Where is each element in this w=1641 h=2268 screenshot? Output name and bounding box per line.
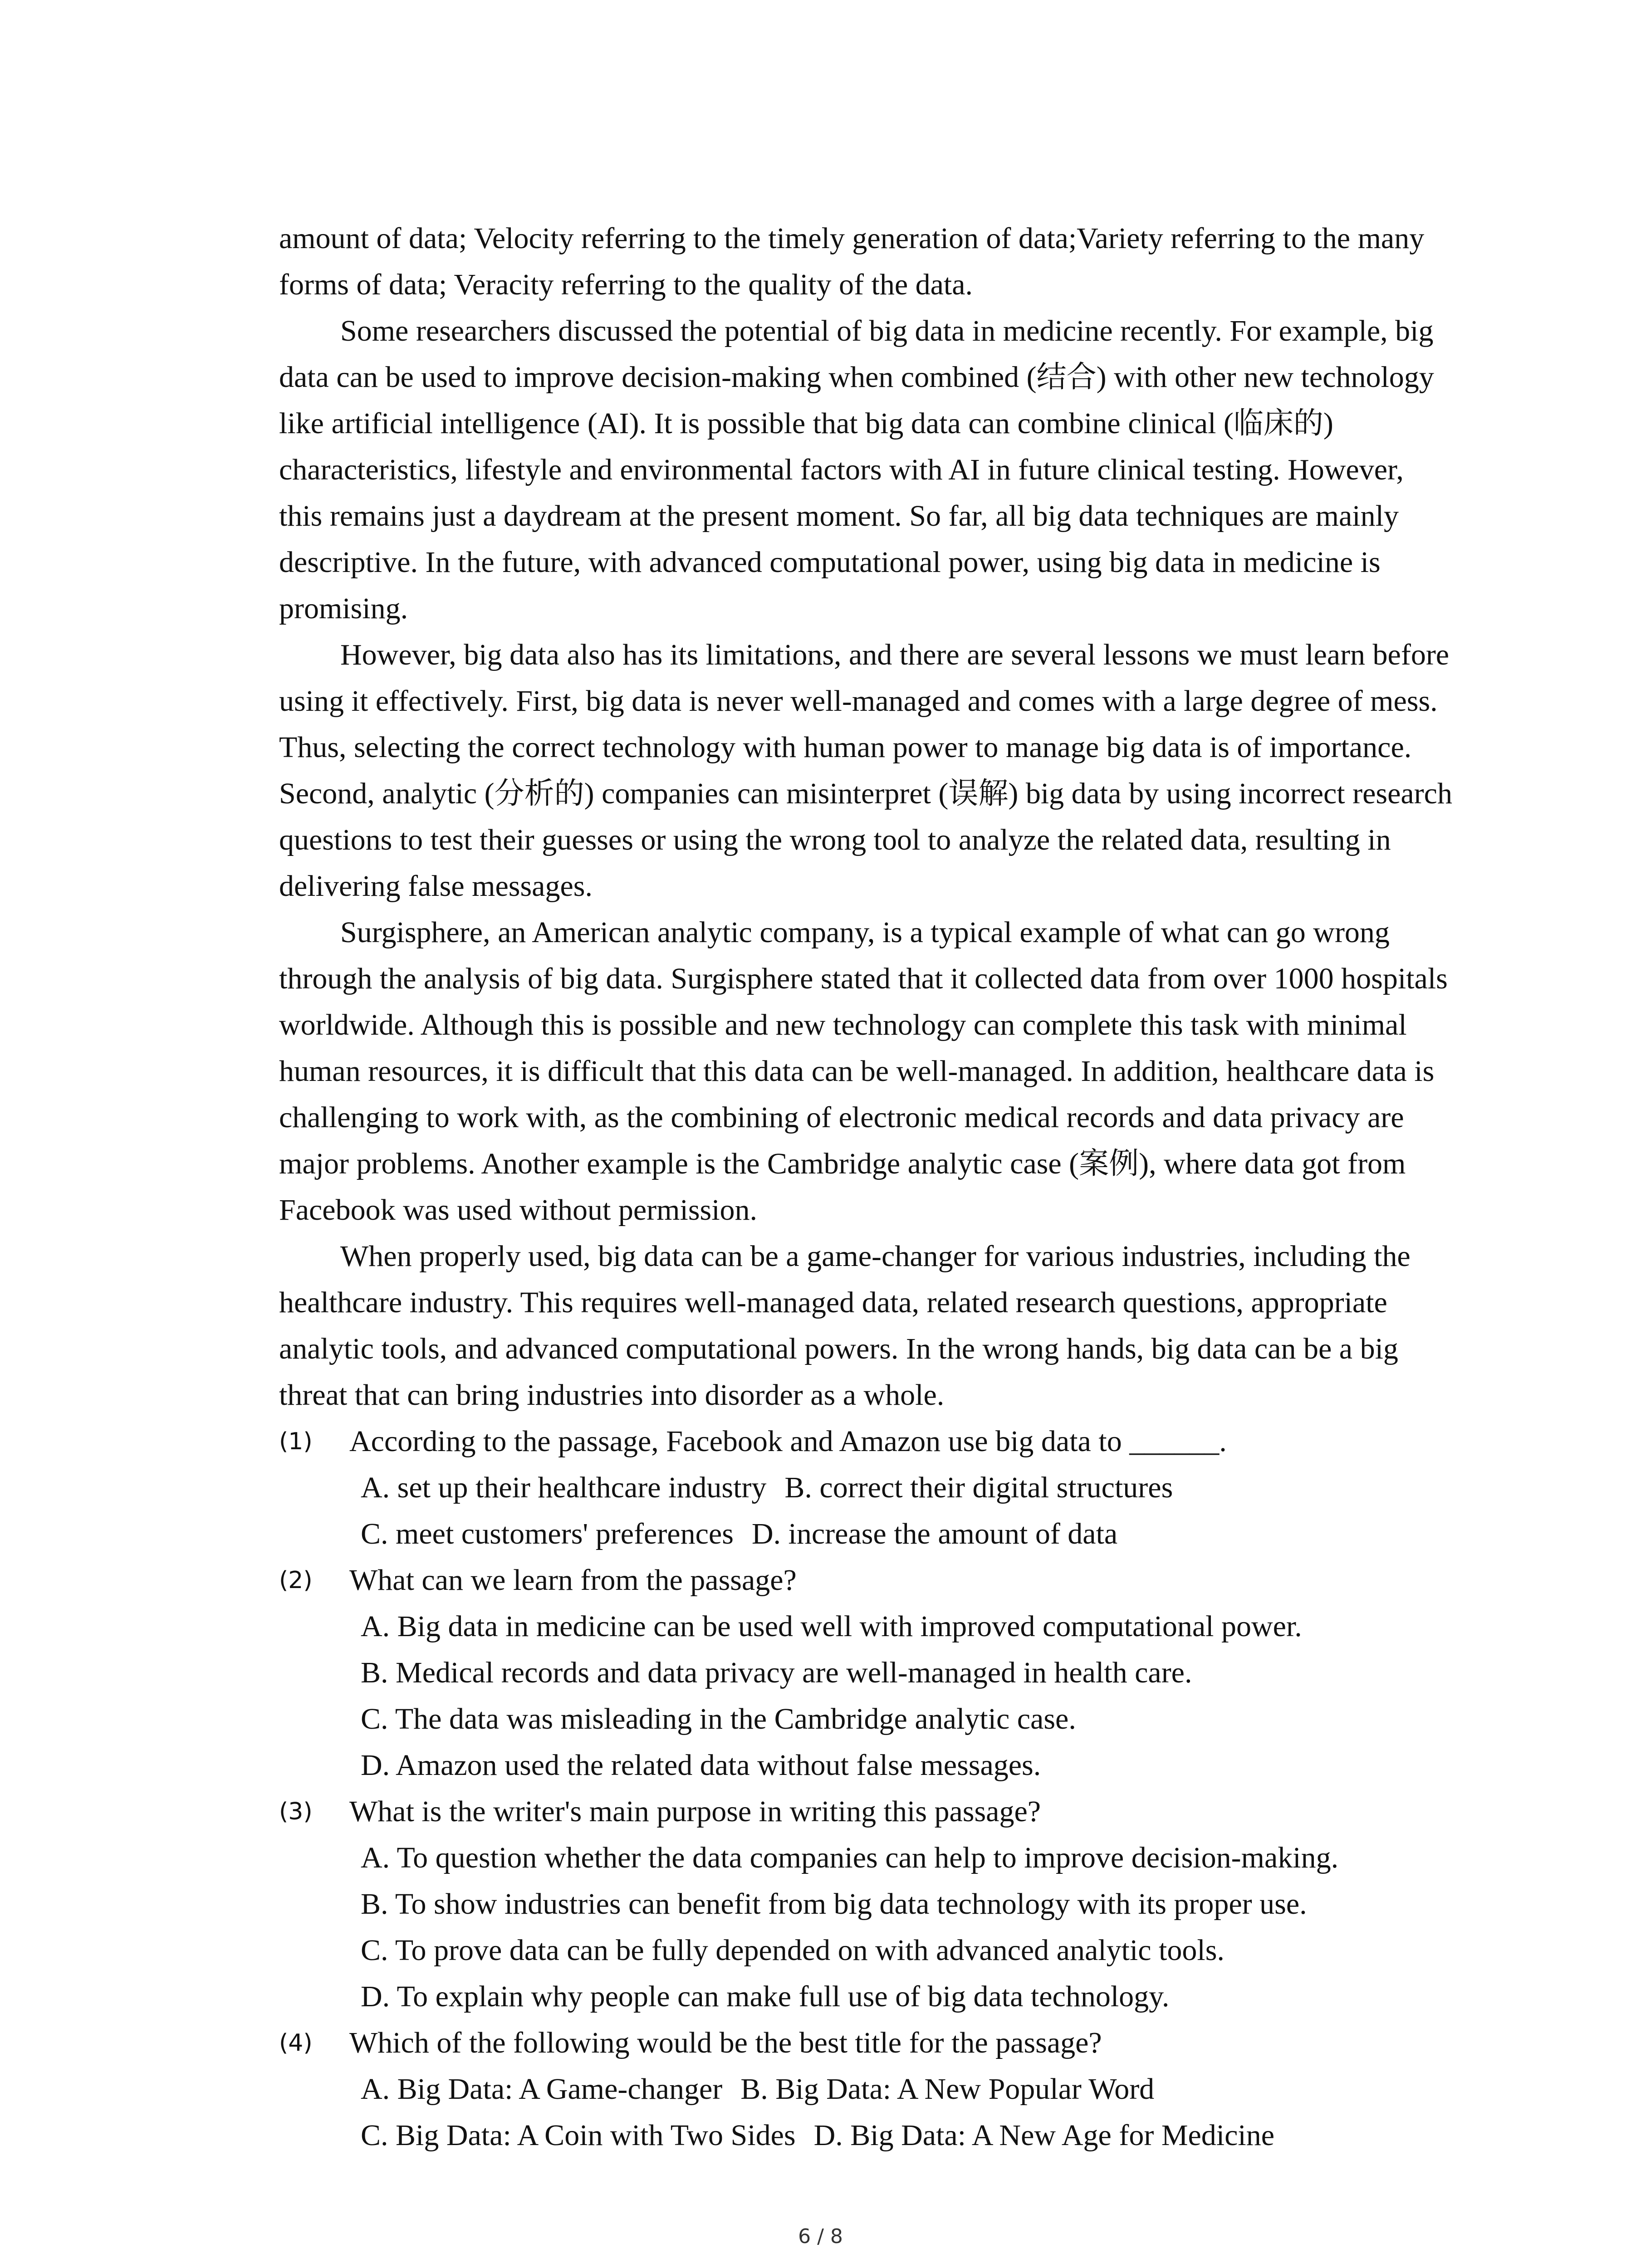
option-row: [349, 1465, 1454, 1511]
answer-option: A. Big Data: A Game-changer: [361, 2072, 723, 2106]
option-row: [349, 2066, 1454, 2112]
answer-option: D. increase the amount of data: [751, 1517, 1118, 1550]
question-number: (1): [279, 1428, 313, 1455]
option-row: [349, 1974, 1454, 2020]
answer-option: C. To prove data can be fully depended on with advanced analytic tools.: [361, 1934, 1225, 1967]
question-stem: According to the passage, Facebook and Amazon use big data to ______.: [349, 1425, 1227, 1458]
answer-option: C. The data was misleading in the Cambridge analytic case.: [361, 1702, 1076, 1735]
option-row: [349, 1881, 1454, 1927]
option-row: [349, 2112, 1454, 2159]
option-row: [349, 1650, 1454, 1696]
question-stem: What is the writer's main purpose in writing this passage?: [349, 1795, 1041, 1828]
answer-option: A. Big data in medicine can be used well with improved computational power.: [361, 1610, 1302, 1643]
option-row: [349, 1511, 1454, 1557]
option-row: [349, 1696, 1454, 1742]
question-number: (4): [279, 2029, 313, 2057]
question-number: (2): [279, 1567, 313, 1594]
reading-passage: [279, 215, 1454, 1418]
option-row: [349, 1742, 1454, 1789]
question-list: [279, 1418, 1454, 2159]
answer-option: A. set up their healthcare industry: [361, 1471, 767, 1504]
question-stem: Which of the following would be the best title for the passage?: [349, 2026, 1102, 2059]
page-number: 6 / 8: [798, 2225, 843, 2248]
option-row: [349, 1603, 1454, 1650]
answer-option: D. Amazon used the related data without false messages.: [361, 1749, 1041, 1782]
question-item: [279, 2020, 1454, 2159]
question-item: [279, 1418, 1454, 1557]
answer-option: C. meet customers' preferences: [361, 1517, 734, 1550]
page-content: [279, 215, 1454, 2159]
answer-option: D. Big Data: A New Age for Medicine: [813, 2119, 1275, 2152]
answer-option: A. To question whether the data companies can help to improve decision-making.: [361, 1841, 1339, 1874]
question-item: [279, 1557, 1454, 1789]
answer-option: B. Medical records and data privacy are well-managed in health care.: [361, 1656, 1192, 1689]
question-number: (3): [279, 1798, 313, 1825]
answer-option: B. Big Data: A New Popular Word: [740, 2072, 1155, 2106]
passage-paragraph: Some researchers discussed the potential of big data in medicine recently. For example, big data can be used to improve decision-making when combined (结合) with other new technology like artificial intelligence (AI). It is possible that big data can combine clinical (临床的) characteristics, lifestyle and environmental factors with AI in future clinical testing. However, this remains just a daydream at the present moment. So far, all big data techniques are mainly descriptive. In the future, with advanced computational power, using big data in medicine is promising.: [279, 314, 1434, 625]
question-item: [279, 1789, 1454, 2020]
answer-option: B. To show industries can benefit from big data technology with its proper use.: [361, 1887, 1307, 1921]
answer-option: C. Big Data: A Coin with Two Sides: [361, 2119, 796, 2152]
passage-paragraph: amount of data; Velocity referring to the timely generation of data;Variety referring to the many forms of data; Veracity referring to the quality of the data.: [279, 222, 1425, 301]
question-stem: What can we learn from the passage?: [349, 1564, 797, 1597]
passage-paragraph: When properly used, big data can be a game-changer for various industries, including the healthcare industry. This requires well-managed data, related research questions, appropriate analytic tools, and advanced computational powers. In the wrong hands, big data can be a big threat that can bring industries into disorder as a whole.: [279, 1240, 1411, 1412]
option-row: [349, 1835, 1454, 1881]
answer-option: D. To explain why people can make full use of big data technology.: [361, 1980, 1170, 2013]
passage-paragraph: Surgisphere, an American analytic company, is a typical example of what can go wrong through the analysis of big data. Surgisphere stated that it collected data from over 1000 hospitals worldwide. Although this is possible and new technology can complete this task with minimal human resources, it is difficult that this data can be well-managed. In addition, healthcare data is challenging to work with, as the combining of electronic medical records and data privacy are major problems. Another example is the Cambridge analytic case (案例), where data got from Facebook was used without permission.: [279, 916, 1448, 1227]
answer-option: B. correct their digital structures: [784, 1471, 1173, 1504]
option-row: [349, 1927, 1454, 1974]
passage-paragraph: However, big data also has its limitations, and there are several lessons we must learn before using it effectively. First, big data is never well-managed and comes with a large degree of mess. Thus, selecting the correct technology with human power to manage big data is of importance. Second, analytic (分析的) companies can misinterpret (误解) big data by using incorrect research questions to test their guesses or using the wrong tool to analyze the related data, resulting in delivering false messages.: [279, 638, 1452, 903]
